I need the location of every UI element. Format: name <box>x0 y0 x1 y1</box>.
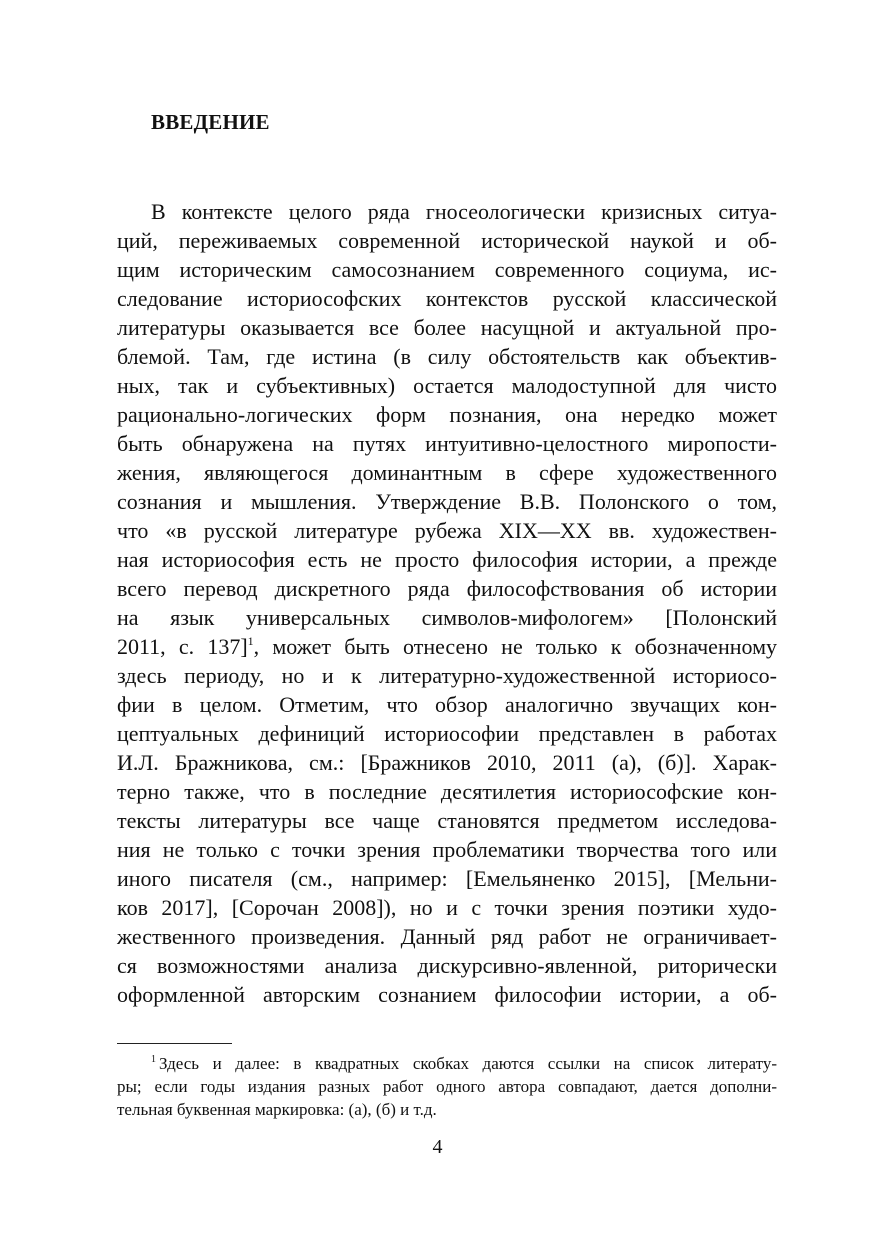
text-line: жественного произведения. Данный ряд работ не ограничивает- <box>117 924 777 949</box>
text-line: блемой. Там, где истина (в силу обстоятельств как объектив- <box>117 344 777 369</box>
footnote-line <box>117 1052 777 1075</box>
footnote-separator <box>117 1043 232 1044</box>
text-line: цептуальных дефиниций историософии представлен в работах <box>117 721 777 746</box>
text-line: рационально-логических форм познания, она нередко может <box>117 402 777 427</box>
text-line: здесь периоду, но и к литературно-художественной историосо- <box>117 663 777 688</box>
text-line: В контексте целого ряда гносеологически кризисных ситуа- <box>151 199 777 224</box>
text-fragment: 2011, с. 137] <box>117 634 248 659</box>
text-line: ций, переживаемых современной исторической наукой и об- <box>117 228 777 253</box>
text-line: сознания и мышления. Утверждение В.В. Полонского о том, <box>117 489 777 514</box>
footnote-text: Здесь и далее: в квадратных скобках даются ссылки на список литерату- <box>159 1054 777 1073</box>
text-line: быть обнаружена на путях интуитивно-целостного миропости- <box>117 431 777 456</box>
text-line: ния не только с точки зрения проблематики творчества того или <box>117 837 777 862</box>
text-line: что «в русской литературе рубежа XIX—XX вв. художествен- <box>117 518 777 543</box>
text-line-with-footnote-ref <box>117 632 777 661</box>
body-text <box>117 197 777 1009</box>
text-line: литературы оказывается все более насущной и актуальной про- <box>117 315 777 340</box>
text-line: всего перевод дискретного ряда философствования об истории <box>117 576 777 601</box>
page-number: 4 <box>432 1136 443 1158</box>
footnote-line: тельная буквенная маркировка: (а), (б) и т.д. <box>117 1100 437 1119</box>
text-line: фии в целом. Отметим, что обзор аналогично звучащих кон- <box>117 692 777 717</box>
text-line: И.Л. Бражникова, см.: [Бражников 2010, 2011 (а), (б)]. Харак- <box>117 750 777 775</box>
text-line: оформленной авторским сознанием философии истории, а об- <box>117 982 777 1007</box>
footnote <box>117 1052 777 1121</box>
text-line: терно также, что в последние десятилетия историософские кон- <box>117 779 777 804</box>
chapter-heading: ВВЕДЕНИЕ <box>151 110 270 134</box>
text-line: следование историософских контекстов русской классической <box>117 286 777 311</box>
footnote-line: ры; если годы издания разных работ одного автора совпадают, дается дополни- <box>117 1077 777 1096</box>
text-line: иного писателя (см., например: [Емельяненко 2015], [Мельни- <box>117 866 777 891</box>
text-line: щим историческим самосознанием современного социума, ис- <box>117 257 777 282</box>
footnote-reference: 1 <box>247 634 254 648</box>
text-line: ся возможностями анализа дискурсивно-явленной, риторически <box>117 953 777 978</box>
text-line: жения, являющегося доминантным в сфере художественного <box>117 460 777 485</box>
text-fragment: , может быть отнесено не только к обозначенному <box>253 634 777 659</box>
text-line: ков 2017], [Сорочан 2008]), но и с точки зрения поэтики худо- <box>117 895 777 920</box>
text-line: ная историософия есть не просто философия истории, а прежде <box>117 547 777 572</box>
text-line: тексты литературы все чаще становятся предметом исследова- <box>117 808 777 833</box>
text-line: на язык универсальных символов-мифологем» [Полонский <box>117 605 777 630</box>
footnote-marker: 1 <box>151 1054 156 1065</box>
text-line: ных, так и субъективных) остается малодоступной для чисто <box>117 373 777 398</box>
